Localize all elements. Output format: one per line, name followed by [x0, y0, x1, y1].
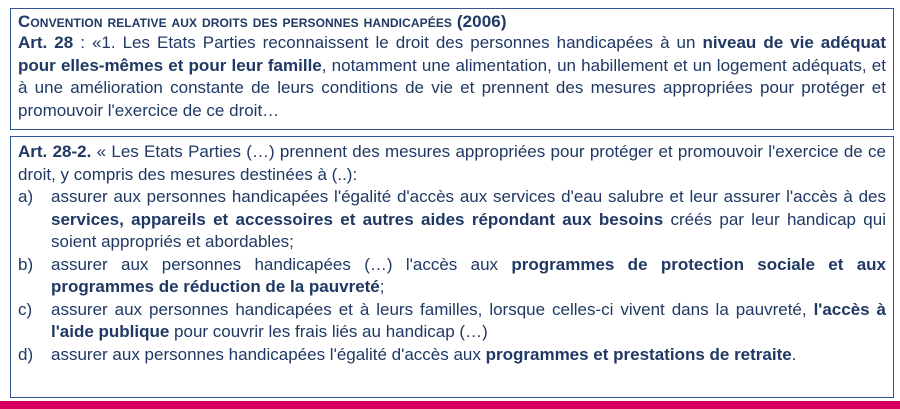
list-item [18, 254, 886, 299]
list-item-label: c) [18, 299, 33, 319]
list-item-text-start: assurer aux personnes handicapées et à leurs familles, lorsque celles-ci vivent dans la pauvreté, [51, 299, 814, 319]
convention-heading: Convention relative aux droits des personnes handicapées (2006) [18, 12, 507, 31]
list-item-text [51, 299, 886, 344]
article-28-text-end: , notamment une alimentation, un habillement et un logement adéquats, et à une amélioration constante de leurs conditions de vie et prennent des mesures appropriées pour protéger et promouvoir l'exercice de ce droit… [18, 55, 886, 120]
article-28-paragraph [18, 32, 886, 122]
list-item-emphasis: services, appareils et accessoires et autres aides répondant aux besoins [51, 209, 664, 229]
article-28-2-box [10, 136, 894, 398]
list-item-text-end: ; [379, 277, 385, 296]
list-item-emphasis: l'accès à l'aide publique [51, 299, 887, 341]
accent-bar [0, 401, 900, 409]
list-item [18, 299, 886, 344]
list-item-text-end: . [791, 344, 797, 364]
article-28-box [10, 8, 894, 130]
list-item-emphasis: programmes et prestations de retraite [485, 344, 792, 364]
list-item-emphasis: programmes de protection sociale et aux programmes de réduction de la pauvreté [51, 254, 887, 296]
list-item-text [51, 186, 886, 254]
article-28-2-intro-text: « Les Etats Parties (…) prennent des mesures appropriées pour protéger et promouvoir l'exercice de ce droit, y compris des mesures destinées à (..): [18, 142, 887, 184]
list-item-text-end: créés par leur handicap qui soient appropriés et abordables; [51, 209, 886, 251]
list-item [18, 344, 886, 367]
list-item-text-start: assurer aux personnes handicapées l'égalité d'accès aux services d'eau salubre et leur assurer l'accès à des [51, 187, 886, 206]
list-item-text [51, 344, 886, 367]
article-28-2-intro [18, 141, 886, 186]
list-item-text [51, 254, 886, 299]
article-28-emphasis: niveau de vie adéquat pour elles-mêmes et pour leur famille [18, 33, 886, 75]
list-item-text-start: assurer aux personnes handicapées l'égalité d'accès aux [51, 344, 486, 364]
list-item [18, 186, 886, 254]
list-item-label: a) [18, 187, 34, 206]
article-28-text-start: : «1. Les Etats Parties reconnaissent le droit des personnes handicapées à un [73, 33, 703, 52]
article-28-2-label: Art. 28-2. [18, 142, 92, 161]
list-item-label: d) [18, 344, 34, 364]
list-item-label: b) [18, 254, 34, 274]
list-item-text-end: pour couvrir les frais liés au handicap (…) [169, 322, 488, 341]
article-28-label: Art. 28 [18, 33, 74, 52]
list-item-text-start: assurer aux personnes handicapées (…) l'accès aux [51, 254, 512, 274]
